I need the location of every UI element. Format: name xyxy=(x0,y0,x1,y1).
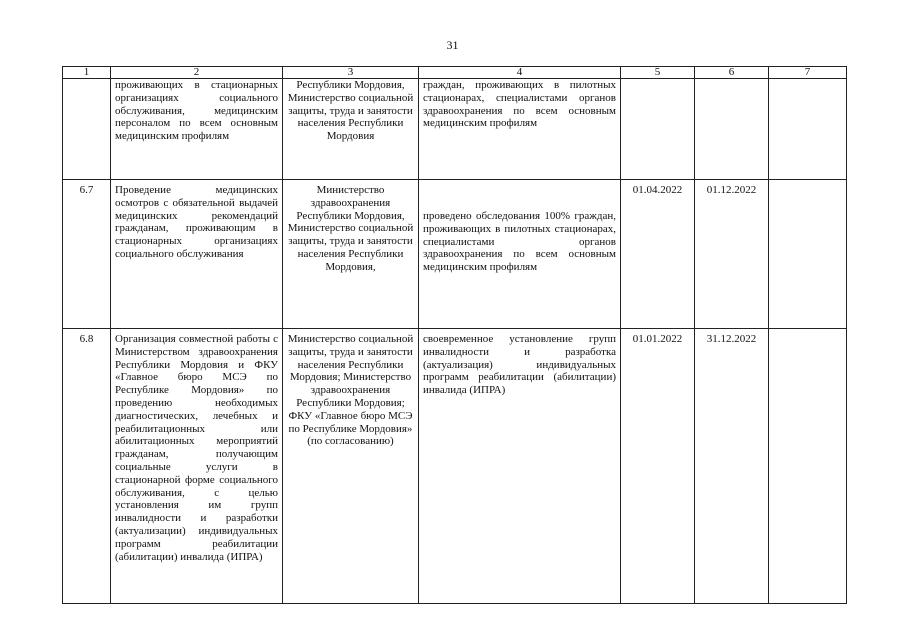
end-date-cell xyxy=(695,79,769,180)
result-cell: граждан, проживающих в пилотных стационарах, специалистами органов здравоохранения по всем основным медицинским профилям xyxy=(419,79,621,180)
column-header: 7 xyxy=(769,67,847,79)
activity-cell: Проведение медицинских осмотров с обязательной выдачей медицинских рекомендаций гражданам, проживающим в стационарных организациях социального обслуживания xyxy=(111,180,283,329)
result-cell: своевременное установление групп инвалидности и разработка (актуализация) индивидуальных программ реабилитации (абилитации) инвалида (ИПРА) xyxy=(419,329,621,604)
note-cell xyxy=(769,79,847,180)
column-number-header-row xyxy=(63,67,847,79)
page-number: 31 xyxy=(446,38,459,52)
end-date-cell: 01.12.2022 xyxy=(695,180,769,329)
column-header: 1 xyxy=(63,67,111,79)
table-row xyxy=(63,79,847,180)
activity-cell: проживающих в стационарных организациях социального обслуживания, медицинским персоналом по всем основным медицинским профилям xyxy=(111,79,283,180)
column-header: 6 xyxy=(695,67,769,79)
table-row xyxy=(63,180,847,329)
note-cell xyxy=(769,180,847,329)
item-number: 6.8 xyxy=(63,329,111,604)
executor-cell: Министерство здравоохранения Республики Мордовия, Министерство социальной защиты, труда и занятости населения Республики Мордовия, xyxy=(283,180,419,329)
column-header: 4 xyxy=(419,67,621,79)
item-number xyxy=(63,79,111,180)
result-cell: проведено обследования 100% граждан, проживающих в пилотных стационарах, специалистами органов здравоохранения по всем основным медицинским профилям xyxy=(419,180,621,329)
column-header: 3 xyxy=(283,67,419,79)
end-date-cell: 31.12.2022 xyxy=(695,329,769,604)
column-header: 2 xyxy=(111,67,283,79)
column-header: 5 xyxy=(621,67,695,79)
item-number: 6.7 xyxy=(63,180,111,329)
start-date-cell xyxy=(621,79,695,180)
action-plan-table xyxy=(62,66,847,604)
executor-cell: Республики Мордовия, Министерство социальной защиты, труда и занятости населения Республики Мордовия xyxy=(283,79,419,180)
activity-cell: Организация совместной работы с Министерством здравоохранения Республики Мордовия и ФКУ «Главное бюро МСЭ по Республике Мордовия» по проведению необходимых диагностических, лечебных и реабилитационных или абилитационных мероприятий гражданам, получающим социальные услуги в стационарной форме социального обслуживания, с целью установления им групп инвалидности и разработки (актуализации) индивидуальных программ реабилитации (абилитации) инвалида (ИПРА) xyxy=(111,329,283,604)
start-date-cell: 01.04.2022 xyxy=(621,180,695,329)
note-cell xyxy=(769,329,847,604)
start-date-cell: 01.01.2022 xyxy=(621,329,695,604)
executor-cell: Министерство социальной защиты, труда и занятости населения Республики Мордовия; Министерство здравоохранения Республики Мордовия; ФКУ «Главное бюро МСЭ по Республике Мордовия» (по согласованию) xyxy=(283,329,419,604)
table-row xyxy=(63,329,847,604)
